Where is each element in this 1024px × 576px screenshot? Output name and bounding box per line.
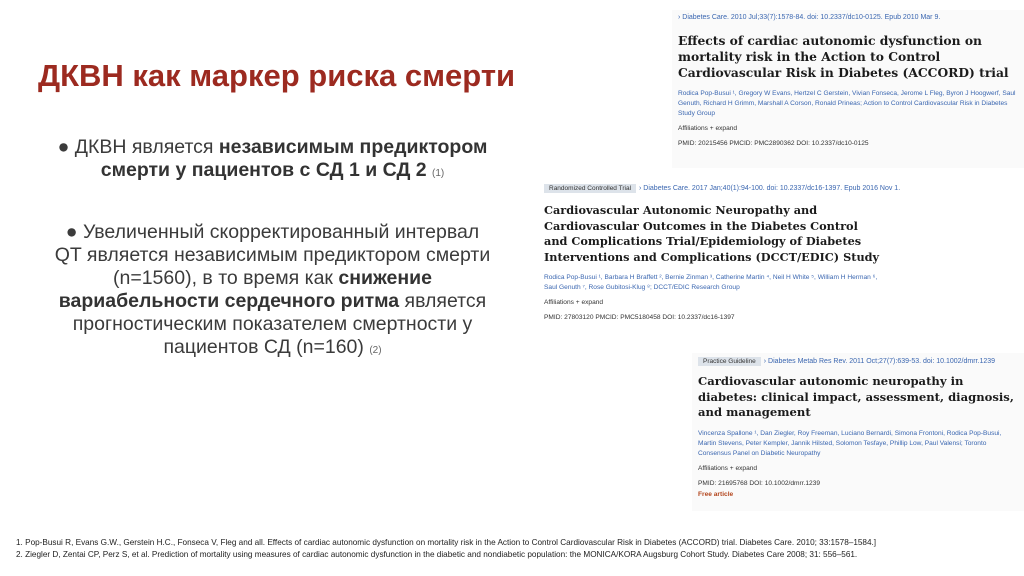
bullet-item-2 (50, 221, 495, 362)
article-title[interactable]: Effects of cardiac autonomic dysfunction on mortality risk in the Action to Control Cardiovascular Risk in Diabetes (ACCORD) trial (678, 33, 1009, 80)
bullet-item-1 (50, 136, 495, 185)
reference-marker: (1) (432, 168, 445, 179)
article-affiliations[interactable]: Affiliations + expand (678, 125, 738, 132)
article-type-tag: Randomized Controlled Trial (544, 184, 636, 193)
article-type-tag: Practice Guideline (698, 357, 761, 366)
article-card-accord (672, 10, 1024, 168)
article-title[interactable]: Cardiovascular autonomic neuropathy in diabetes: clinical impact, assessment, diagnosis, and management (698, 374, 1014, 419)
article-card-dcct-edic (538, 180, 901, 338)
bullet-text: ДКВН является (74, 136, 219, 158)
article-ids: PMID: 21695768 DOI: 10.1002/dmrr.1239 (698, 479, 821, 487)
bullet-marker: ● (57, 136, 70, 158)
article-meta[interactable]: › Diabetes Metab Res Rev. 2011 Oct;27(7):639-53. doi: 10.1002/dmrr.1239 (763, 358, 996, 365)
bullet-bold-text: снижение вариабельности сердечного ритма (58, 267, 432, 312)
article-card-can-guideline (692, 353, 1024, 511)
bullet-text-tail: является прогностическим показателем смертности у пациентов СД (n=160) (72, 290, 487, 358)
reference-2: 2. Ziegler D, Zentai CP, Perz S, et al. Prediction of mortality using measures of cardiac autonomic dysfunction in the diabetic and nondiabetic population: the MONICA/KORA Augsburg Cohort Study. Diabetes Care 2008; 31: 556–561. (16, 550, 858, 559)
bullet-marker: ● (65, 221, 78, 243)
slide-title: ДКВН как маркер риска смерти (38, 58, 516, 93)
article-ids: PMID: 20215456 PMCID: PMC2890362 DOI: 10.2337/dc10-0125 (678, 140, 869, 147)
article-meta-row (698, 357, 1020, 366)
references (16, 537, 1016, 561)
article-meta[interactable]: › Diabetes Care. 2010 Jul;33(7):1578-84. doi: 10.2337/dc10-0125. Epub 2010 Mar 9. (678, 14, 941, 21)
article-authors[interactable]: Rodica Pop-Busui ¹, Gregory W Evans, Hertzel C Gerstein, Vivian Fonseca, Jerome L Fleg, Byron J Hoogwerf, Saul Genuth, Richard H Grimm, Marshall A Corson, Ronald Prineas; Action to Control Cardiovascular Risk in Diabetes Study Group (678, 90, 1016, 117)
article-affiliations[interactable]: Affiliations + expand (698, 464, 758, 472)
article-title[interactable]: Cardiovascular Autonomic Neuropathy and Cardiovascular Outcomes in the Diabetes Control and Complications Trial/Epidemiology of Diabetes Interventions and Complications (DCCT/EDIC) Study (544, 203, 880, 264)
reference-1: 1. Pop-Busui R, Evans G.W., Gerstein H.C., Fonseca V, Fleg and all. Effects of cardiac autonomic dysfunction on mortality risk in the Action to Control Cardiovascular Risk in Diabetes (ACCORD) trial. Diabetes Care. 2010; 33:1578–1584.] (16, 538, 877, 547)
article-ids: PMID: 27803120 PMCID: PMC5180458 DOI: 10.2337/dc16-1397 (544, 314, 735, 321)
bullet-text: Увеличенный скорректированный интервал QT является независимым предиктором смерти (n=1560), в то время как (54, 221, 491, 289)
article-affiliations[interactable]: Affiliations + expand (544, 299, 604, 306)
bullet-bold-text: независимым предиктором смерти у пациентов с СД 1 и СД 2 (100, 136, 488, 181)
bullet-list (50, 136, 495, 398)
article-authors[interactable]: Vincenza Spallone ¹, Dan Ziegler, Roy Freeman, Luciano Bernardi, Simona Frontoni, Rodica Pop-Busui, Martin Stevens, Peter Kempler, Jannik Hilsted, Solomon Tesfaye, Phillip Low, Paul Valensi; Toronto Consensus Panel on Diabetic Neuropathy (698, 429, 1002, 457)
free-article-badge[interactable]: Free article (698, 490, 734, 498)
article-meta-row (544, 184, 901, 193)
reference-marker: (2) (369, 345, 382, 356)
article-authors[interactable]: Rodica Pop-Busui ¹, Barbara H Braffett ², Bernie Zinman ³, Catherine Martin ⁴, Neil H White ⁵, William H Herman ⁶, Saul Genuth ⁷, Rose Gubitosi-Klug ⁸; DCCT/EDIC Research Group (544, 274, 878, 291)
article-meta[interactable]: › Diabetes Care. 2017 Jan;40(1):94-100. doi: 10.2337/dc16-1397. Epub 2016 Nov 1. (639, 185, 901, 192)
